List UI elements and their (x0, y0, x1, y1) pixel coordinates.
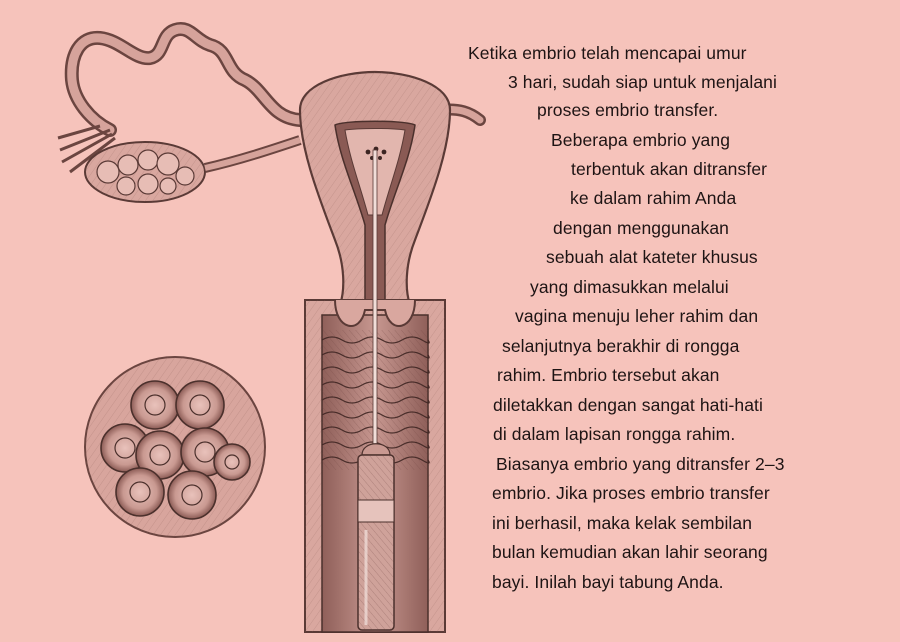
text-line-5: terbentuk akan ditransfer (571, 159, 768, 179)
text-line-17: ini berhasil, maka kelak sembilan (492, 513, 753, 533)
text-line-2: 3 hari, sudah siap untuk menjalani (508, 72, 777, 92)
text-line-1: Ketika embrio telah mencapai umur (468, 43, 747, 63)
text-line-12: rahim. Embrio tersebut akan (497, 365, 720, 385)
text-line-3: proses embrio transfer. (537, 100, 719, 120)
text-line-6: ke dalam rahim Anda (570, 188, 737, 208)
text-line-15: Biasanya embrio yang ditransfer 2–3 (496, 454, 785, 474)
text-line-8: sebuah alat kateter khusus (546, 247, 758, 267)
embryo-cells-inset (85, 357, 265, 537)
text-line-14: di dalam lapisan rongga rahim. (493, 424, 736, 444)
text-line-19: bayi. Inilah bayi tabung Anda. (492, 572, 724, 592)
text-line-9: yang dimasukkan melalui (530, 277, 729, 297)
text-line-11: selanjutnya berakhir di rongga (502, 336, 740, 356)
text-line-7: dengan menggunakan (553, 218, 729, 238)
text-line-4: Beberapa embrio yang (551, 130, 731, 150)
text-line-18: bulan kemudian akan lahir seorang (492, 542, 768, 562)
ovary-left (85, 140, 300, 202)
text-line-10: vagina menuju leher rahim dan (515, 306, 759, 326)
text-line-16: embrio. Jika proses embrio transfer (492, 483, 770, 503)
text-line-13: diletakkan dengan sangat hati-hati (493, 395, 763, 415)
